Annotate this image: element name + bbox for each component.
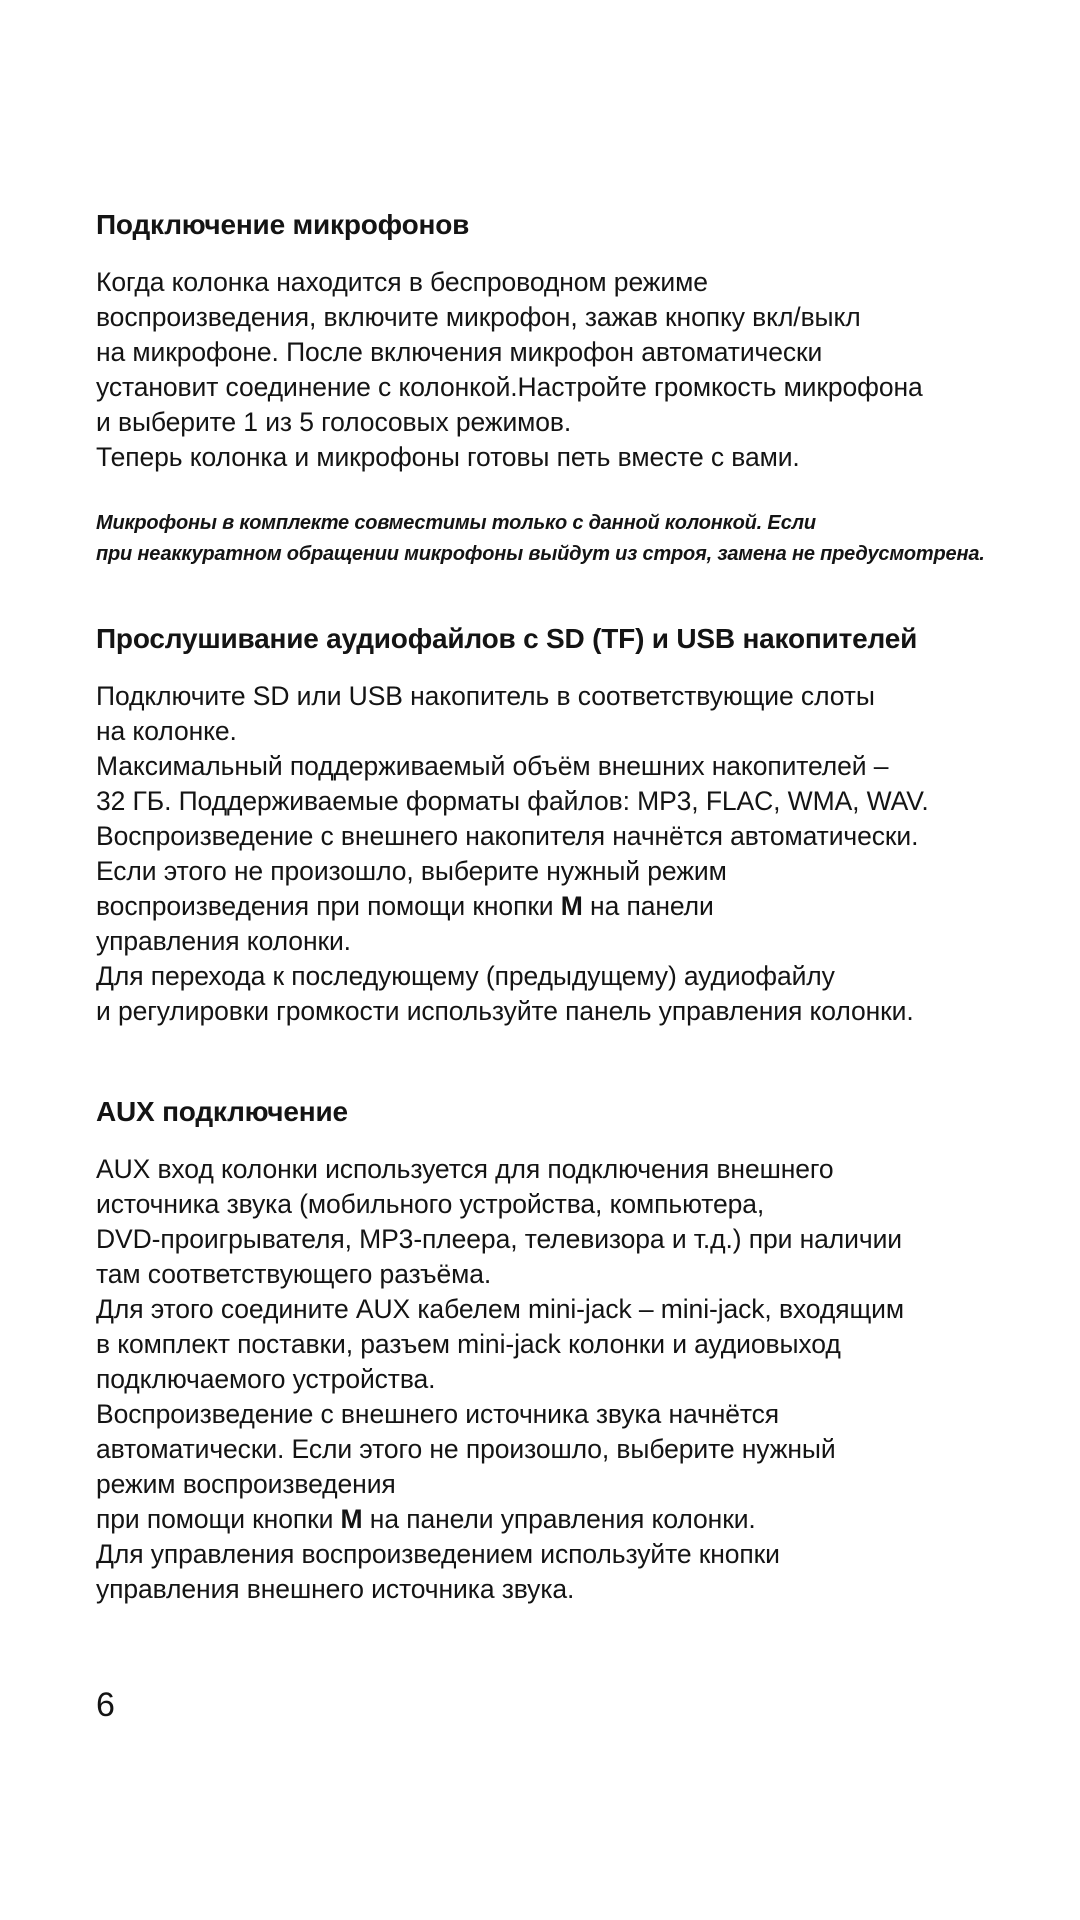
section-body <box>96 265 1016 475</box>
body-line: воспроизведения, включите микрофон, зажав кнопку вкл/выкл <box>96 302 861 332</box>
body-line: Для перехода к последующему (предыдущему) аудиофайлу <box>96 961 835 991</box>
note-text <box>96 508 1016 570</box>
body-line: на колонке. <box>96 716 237 746</box>
body-line: Теперь колонка и микрофоны готовы петь вместе с вами. <box>96 442 800 472</box>
body-text: на панели управления колонки. <box>362 1504 756 1534</box>
mode-key-label: M <box>340 1504 363 1534</box>
body-line: Для управления воспроизведением используйте кнопки <box>96 1539 780 1569</box>
body-line: источника звука (мобильного устройства, компьютера, <box>96 1189 765 1219</box>
body-line: управления внешнего источника звука. <box>96 1574 575 1604</box>
body-line-with-key <box>96 889 1016 924</box>
body-line: Для этого соедините AUX кабелем mini-jack – mini-jack, входящим <box>96 1294 904 1324</box>
body-line: Максимальный поддерживаемый объём внешних накопителей – <box>96 751 889 781</box>
section-heading: AUX подключение <box>96 1096 348 1127</box>
body-line: автоматически. Если этого не произошло, выберите нужный <box>96 1434 836 1464</box>
body-line: и выберите 1 из 5 голосовых режимов. <box>96 407 572 437</box>
section-heading: Подключение микрофонов <box>96 209 470 240</box>
body-line: управления колонки. <box>96 926 351 956</box>
section-aux <box>96 1095 1016 1607</box>
body-text: при помощи кнопки <box>96 1504 341 1534</box>
body-line: Когда колонка находится в беспроводном режиме <box>96 267 708 297</box>
section-sd-usb <box>96 622 1016 1029</box>
note-line: Микрофоны в комплекте совместимы только с данной колонкой. Если <box>96 512 816 534</box>
body-line: установит соединение с колонкой.Настройте громкость микрофона <box>96 372 923 402</box>
body-line: 32 ГБ. Поддерживаемые форматы файлов: MP3, FLAC, WMA, WAV. <box>96 786 929 816</box>
body-line: Воспроизведение с внешнего источника звука начнётся <box>96 1399 780 1429</box>
body-line: AUX вход колонки используется для подключения внешнего <box>96 1154 834 1184</box>
body-line: Воспроизведение с внешнего накопителя начнётся автоматически. <box>96 821 919 851</box>
body-line: режим воспроизведения <box>96 1469 396 1499</box>
mode-key-label: M <box>560 891 583 921</box>
body-line: подключаемого устройства. <box>96 1364 436 1394</box>
body-text: воспроизведения при помощи кнопки <box>96 891 561 921</box>
body-text: на панели <box>582 891 714 921</box>
section-body <box>96 679 1016 1029</box>
section-body <box>96 1152 1016 1607</box>
page-number: 6 <box>96 1686 115 1724</box>
note-line: при неаккуратном обращении микрофоны выйдут из строя, замена не предусмотрена. <box>96 543 985 565</box>
body-line: DVD-проигрывателя, MP3-плеера, телевизора и т.д.) при наличии <box>96 1224 902 1254</box>
microphone-note <box>96 508 1016 570</box>
section-microphones <box>96 208 1016 475</box>
body-line-with-key <box>96 1502 1016 1537</box>
body-line: Подключите SD или USB накопитель в соответствующие слоты <box>96 681 875 711</box>
body-line: в комплект поставки, разъем mini-jack колонки и аудиовыход <box>96 1329 841 1359</box>
section-heading: Прослушивание аудиофайлов с SD (TF) и USB накопителей <box>96 623 918 654</box>
body-line: Если этого не произошло, выберите нужный режим <box>96 856 727 886</box>
body-line: на микрофоне. После включения микрофон автоматически <box>96 337 823 367</box>
body-line: и регулировки громкости используйте панель управления колонки. <box>96 996 914 1026</box>
body-line: там соответствующего разъёма. <box>96 1259 492 1289</box>
